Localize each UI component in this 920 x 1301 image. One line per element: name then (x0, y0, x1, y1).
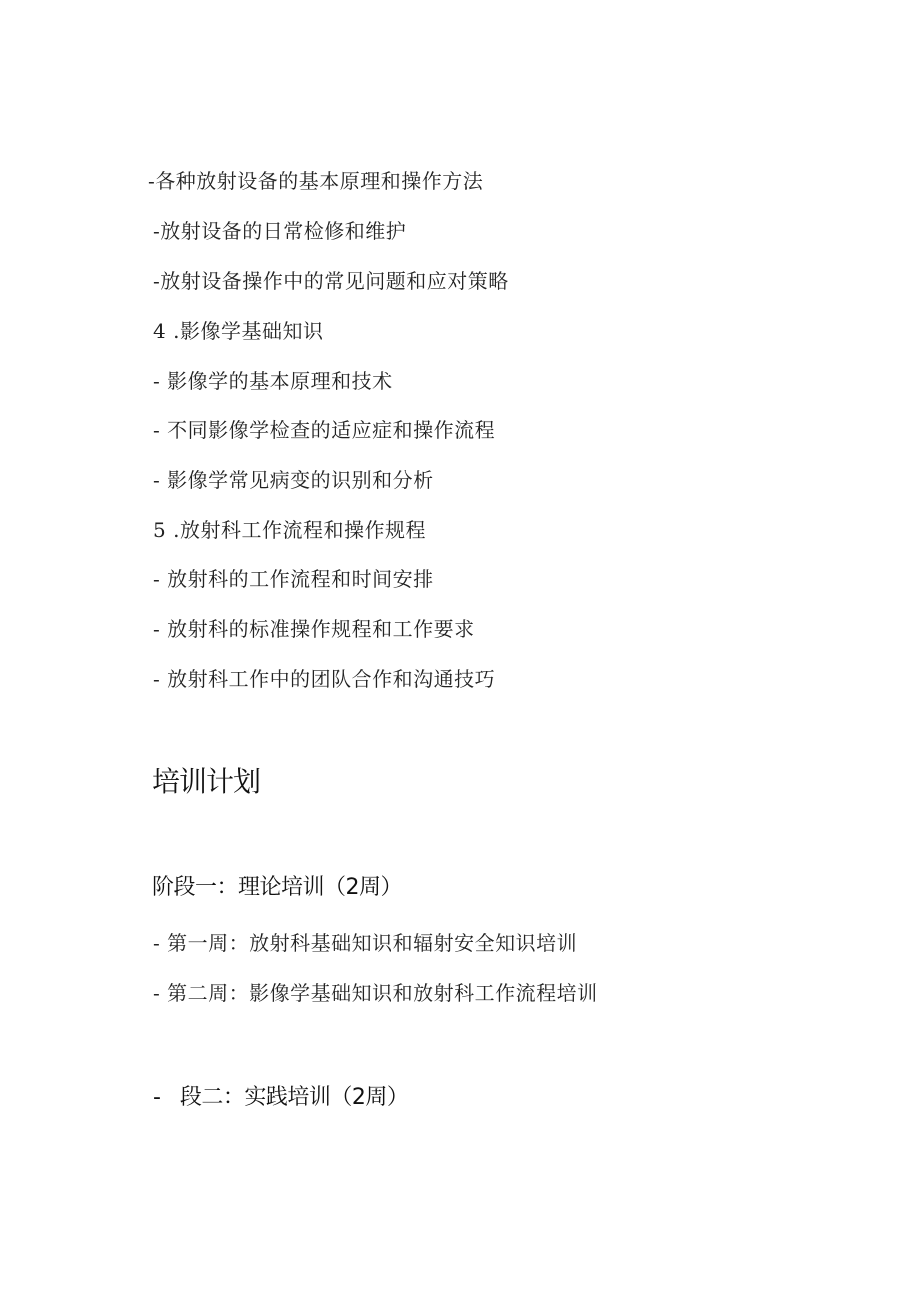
list-item: - 第二周：影像学基础知识和放射科工作流程培训 (153, 981, 598, 1005)
list-item: - 不同影像学检查的适应症和操作流程 (153, 418, 496, 442)
list-item: -放射设备的日常检修和维护 (153, 219, 407, 243)
list-item: - 放射科工作中的团队合作和沟通技巧 (153, 667, 496, 691)
phase2-title: - 段二：实践培训（2周） (153, 1085, 409, 1110)
list-item: -各种放射设备的基本原理和操作方法 (148, 169, 484, 193)
training-plan-title: 培训计划 (152, 765, 261, 798)
section-heading: 4 .影像学基础知识 (153, 319, 324, 343)
list-item: - 影像学常见病变的识别和分析 (153, 468, 434, 492)
list-item: - 放射科的工作流程和时间安排 (153, 567, 434, 591)
list-item: -放射设备操作中的常见问题和应对策略 (153, 269, 509, 293)
list-item: - 第一周：放射科基础知识和辐射安全知识培训 (153, 931, 578, 955)
list-item: - 影像学的基本原理和技术 (153, 369, 393, 393)
phase1-title: 阶段一：理论培训（2周） (152, 875, 402, 900)
section-heading: 5 .放射科工作流程和操作规程 (153, 518, 426, 542)
list-item: - 放射科的标准操作规程和工作要求 (153, 617, 475, 641)
